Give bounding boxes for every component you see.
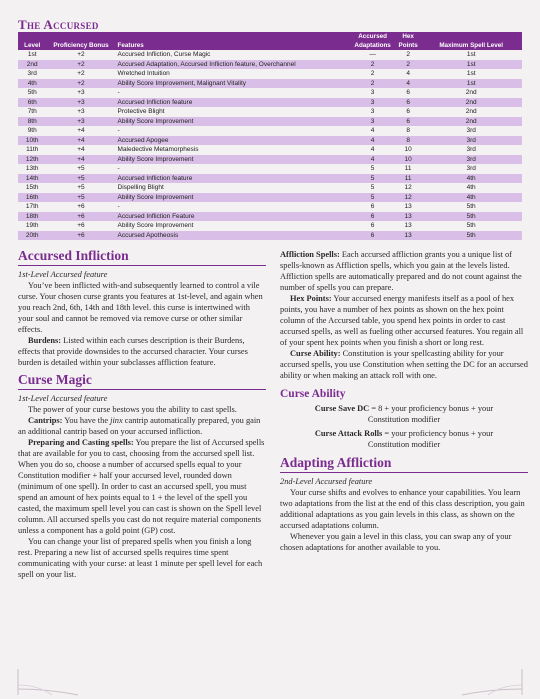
infliction-sublabel: 1st-Level Accursed feature [18, 270, 108, 279]
adapting-paragraph-2: Whenever you gain a level in this class, you can swap any of your chosen adaptations for another available to you. [280, 532, 512, 552]
cell-max-spell-level: 2nd [465, 117, 477, 125]
cell-proficiency: +6 [77, 231, 85, 239]
cell-adaptations: 6 [370, 212, 375, 220]
table-row [18, 136, 522, 146]
cell-features: Accursed Apotheosis [117, 231, 179, 239]
infliction-paragraph: You’ve been inflicted with-and subsequently learned to control a vile curse. Your chosen curse grants you features at 1st-level, and again when you reach 2nd, 6th, 14th and 18th level. this curse is intertwined with your soul and cannot be removed via remove curse or other similar effects. [18, 281, 263, 334]
cell-max-spell-level: 3rd [466, 165, 476, 172]
table-row [18, 79, 522, 89]
hex-points-paragraph [280, 293, 528, 348]
cell-proficiency: +5 [77, 193, 85, 201]
table-row [18, 231, 522, 241]
cell-max-spell-level: 3rd [466, 136, 476, 144]
cell-proficiency: +5 [77, 184, 85, 191]
cell-max-spell-level: 5th [466, 212, 476, 220]
cell-features: Accursed Infliction Feature [117, 212, 195, 220]
cell-proficiency: +3 [77, 117, 85, 125]
class-table [18, 32, 522, 240]
cantrips-text-a: You have the [62, 416, 111, 425]
curse-ability-label: Curse Ability: [290, 349, 341, 358]
cell-hex-points: 4 [406, 70, 410, 77]
cell-features: Ability Score Improvement [117, 117, 194, 125]
table-row [18, 126, 522, 136]
cell-level: 2nd [26, 60, 38, 68]
cell-max-spell-level: 2nd [465, 89, 477, 96]
table-row [18, 174, 522, 184]
cell-level: 14th [25, 174, 39, 182]
cell-hex-points: 10 [404, 155, 412, 163]
cell-hex-points: 6 [406, 98, 410, 106]
preparing-label: Preparing and Casting spells: [28, 438, 134, 447]
cell-proficiency: +3 [77, 98, 85, 106]
cell-hex-points: 6 [406, 117, 410, 125]
cell-adaptations: 4 [370, 136, 375, 144]
header-proficiency: Proficiency Bonus [53, 42, 109, 49]
cell-hex-points: 12 [404, 184, 412, 191]
header-hex-points [396, 32, 420, 50]
cell-level: 20th [25, 231, 39, 239]
cell-adaptations: 4 [370, 155, 375, 163]
cell-features: Wretched Intuition [117, 70, 170, 77]
cell-max-spell-level: 4th [466, 174, 476, 182]
cell-proficiency: +3 [77, 89, 85, 96]
cell-max-spell-level: 1st [466, 60, 476, 68]
table-row [18, 193, 522, 203]
cell-hex-points: 8 [406, 136, 410, 144]
footer-ornament-right-icon [452, 667, 532, 697]
cell-features: Accursed Adaptation, Accursed Infliction feature, Overchannel [117, 60, 296, 68]
cell-max-spell-level: 4th [466, 193, 476, 201]
cell-hex-points: 11 [404, 174, 412, 182]
table-row [18, 117, 522, 127]
header-max-spell-level: Maximum Spell Level [439, 42, 504, 49]
attack-roll-formula [280, 428, 528, 450]
header-adaptations-top: Accursed [358, 33, 387, 40]
curse-ability-text: Constitution is your spellcasting ability for your accursed spells, you use Constitution when setting the DC for an accursed ability or when making an attack roll with one. [280, 349, 528, 380]
cell-hex-points: 13 [404, 222, 412, 229]
table-row [18, 145, 522, 155]
curse-magic-intro: The power of your curse bestows you the ability to cast spells. [28, 405, 237, 414]
cell-adaptations: 2 [370, 60, 375, 68]
heading-curse-magic: Curse Magic [18, 372, 266, 390]
header-hex-top: Hex [402, 33, 414, 40]
cell-adaptations: 5 [370, 165, 375, 172]
cell-max-spell-level: 2nd [465, 108, 477, 115]
table-row [18, 50, 522, 60]
cell-level: 3rd [27, 70, 37, 77]
preparing-text: You prepare the list of Accursed spells that are available for you to cast, choosing from the accursed spell list. When you do so, choose a number of accursed spells equal to your Constitution modifier + half your accursed level, rounded down (minimum of one spell). In order to cast an accursed spell, you must spend an amount of hex points equal to 1 + the level of the spell you casted, the maximum spell level you can cast is shown on the Spell level column. All accursed spells you cast do not require material components unless a component has a gold point (GP) cost. [18, 438, 265, 535]
header-features: Features [117, 42, 144, 49]
cell-max-spell-level: 3rd [466, 127, 476, 134]
cell-features: Accursed Infliction, Curse Magic [117, 51, 211, 58]
heading-accursed-infliction: Accursed Infliction [18, 248, 266, 266]
table-row [18, 98, 522, 108]
burdens-text: Listed within each curses description is their Burdens, effects that provide downsides to the accursed character. Your curses burden is detailed within your subclasses affliction feature. [18, 336, 248, 367]
table-title: The Accursed [18, 17, 99, 32]
preparing-paragraph [18, 437, 266, 536]
cell-features: - [117, 165, 120, 172]
cell-level: 16th [25, 193, 39, 201]
cell-adaptations: 3 [370, 108, 375, 115]
cell-adaptations: 2 [370, 70, 375, 77]
affliction-spells-paragraph [280, 249, 528, 293]
cell-level: 1st [27, 51, 37, 58]
table-body [18, 50, 522, 240]
cell-features: - [117, 89, 120, 96]
cell-proficiency: +2 [77, 70, 85, 77]
table-row [18, 202, 522, 212]
cell-max-spell-level: 4th [466, 184, 476, 191]
left-column [18, 248, 266, 580]
header-level: Level [24, 42, 41, 49]
cell-hex-points: 6 [406, 89, 410, 96]
cell-features: Protective Blight [117, 108, 165, 115]
cell-proficiency: +3 [77, 108, 85, 115]
hex-points-label: Hex Points: [290, 294, 332, 303]
table-row [18, 107, 522, 117]
cell-proficiency: +6 [77, 222, 85, 229]
cell-level: 11th [26, 146, 39, 153]
cell-max-spell-level: 5th [466, 231, 476, 239]
cell-features: Accursed Infliction feature [117, 174, 193, 182]
curse-magic-sublabel: 1st-Level Accursed feature [18, 394, 108, 403]
cell-level: 5th [27, 89, 37, 96]
burdens-label: Burdens: [28, 336, 62, 345]
table-row [18, 183, 522, 193]
cell-max-spell-level: 5th [466, 222, 476, 229]
table-row [18, 155, 522, 165]
jinx-spell-name: jinx [110, 416, 123, 425]
cell-hex-points: 6 [406, 108, 410, 115]
cell-adaptations: 3 [370, 89, 375, 96]
header-adaptations [349, 32, 396, 50]
cell-hex-points: 13 [404, 231, 412, 239]
cell-max-spell-level: 5th [466, 203, 476, 210]
cell-max-spell-level: 1st [466, 51, 476, 58]
cell-hex-points: 4 [406, 79, 410, 87]
cell-level: 15th [25, 184, 39, 191]
save-dc-text: = 8 + your proficiency bonus + your Constitution modifier [367, 404, 494, 424]
cell-hex-points: 8 [406, 127, 410, 134]
cell-level: 17th [25, 203, 39, 210]
table-row [18, 69, 522, 79]
cell-proficiency: +4 [77, 127, 85, 134]
cell-level: 6th [27, 98, 37, 106]
cell-features: Dispelling Blight [117, 184, 164, 191]
cell-level: 7th [27, 108, 37, 115]
cell-adaptations: 5 [370, 174, 375, 182]
curse-ability-paragraph [280, 348, 528, 381]
cell-level: 10th [25, 136, 39, 144]
cell-level: 18th [25, 212, 39, 220]
cell-hex-points: 13 [404, 212, 412, 220]
cell-proficiency: +4 [77, 146, 85, 153]
cell-level: 4th [27, 79, 37, 87]
attack-roll-label: Curse Attack Rolls [314, 429, 383, 438]
cell-adaptations: 2 [370, 79, 375, 87]
table-row [18, 212, 522, 222]
affliction-spells-text: Each accursed affliction grants you a unique list of spells-known as Affliction spells, which you gain at the levels listed. Affliction spells are automatically prepared and do not count against the number of spells you can prepare. [280, 250, 522, 292]
cell-adaptations: 4 [370, 146, 375, 153]
cantrips-text-b: cantrip automatically prepared, you gain an additional cantrip based on your accursed infliction. [18, 416, 261, 436]
cell-adaptations: 6 [370, 222, 375, 229]
table-row [18, 88, 522, 98]
cell-level: 19th [25, 222, 39, 229]
change-spells-paragraph: You can change your list of prepared spells when you finish a long rest. Preparing a new list of accursed spells requires time spent communicating with your curse: at least 1 minute per spell level for each spell on your list. [18, 537, 263, 579]
save-dc-label: Curse Save DC [314, 404, 370, 413]
cell-level: 8th [27, 117, 37, 125]
cell-adaptations: 6 [370, 231, 375, 239]
cell-proficiency: +2 [77, 79, 85, 87]
cell-proficiency: +5 [77, 165, 85, 172]
adapting-sublabel: 2nd-Level Accursed feature [280, 477, 373, 486]
cell-features: Maledective Metamorphesis [117, 146, 199, 153]
table-row [18, 221, 522, 231]
heading-adapting-affliction: Adapting Affliction [280, 455, 528, 473]
cell-hex-points: 2 [406, 51, 410, 58]
heading-curse-ability: Curse Ability [280, 388, 346, 400]
footer-ornament-left-icon [8, 667, 88, 697]
cell-features: Ability Score Improvement [117, 193, 194, 201]
adapting-paragraph-1: Your curse shifts and evolves to enhance your capabilities. You learn two adaptations from the list at the end of this class description, you gain additional adaptations as you gain levels in this class, as shown on the accursed adaptations column. [280, 488, 525, 530]
cell-hex-points: 12 [404, 193, 412, 201]
cell-level: 13th [25, 165, 39, 172]
hex-points-text: Your accursed energy manifests itself as a pool of hex points, you have a number of hex points as shown on the hex point column of the Accursed table, you spend hex points in order to cast accursed spells, as well as fueling other accursed features. You regain all of your spent hex points when you finish a short or long rest. [280, 294, 524, 347]
cell-features: - [117, 203, 120, 210]
cell-adaptations: 5 [370, 193, 375, 201]
cell-level: 9th [27, 127, 37, 134]
header-adaptations-bottom: Adaptations [354, 42, 391, 49]
table-header-row [18, 32, 522, 50]
cell-hex-points: 13 [404, 203, 412, 210]
cell-proficiency: +6 [77, 212, 85, 220]
cell-hex-points: 10 [404, 146, 412, 153]
cell-max-spell-level: 1st [466, 79, 476, 87]
cell-proficiency: +4 [77, 155, 85, 163]
cell-features: Ability Score Improvement [117, 222, 194, 229]
cell-features: Accursed Apogee [117, 136, 169, 144]
right-column [280, 249, 528, 553]
cell-max-spell-level: 3rd [466, 155, 476, 163]
cell-proficiency: +2 [77, 51, 85, 58]
cell-adaptations: 6 [370, 203, 375, 210]
cell-adaptations: 5 [370, 184, 375, 191]
cell-max-spell-level: 1st [466, 70, 476, 77]
cell-hex-points: 2 [406, 60, 410, 68]
cell-adaptations: — [369, 51, 376, 58]
attack-roll-text: = your proficiency bonus + your Constitution modifier [367, 429, 494, 449]
cell-max-spell-level: 3rd [466, 146, 476, 153]
affliction-spells-label: Affliction Spells: [280, 250, 340, 259]
cell-adaptations: 4 [370, 127, 375, 134]
cell-level: 12th [25, 155, 39, 163]
cell-features: Accursed Infliction feature [117, 98, 193, 106]
cell-adaptations: 3 [370, 117, 375, 125]
cell-features: Ability Score Improvement [117, 155, 194, 163]
burdens-paragraph [18, 335, 266, 368]
header-hex-bottom: Points [398, 42, 418, 49]
cantrips-label: Cantrips: [28, 416, 63, 425]
table-row [18, 164, 522, 174]
cell-features: - [117, 127, 120, 134]
table-row [18, 60, 522, 70]
save-dc-formula [280, 403, 528, 425]
cell-adaptations: 3 [370, 98, 375, 106]
cell-proficiency: +5 [77, 174, 85, 182]
cell-proficiency: +4 [77, 136, 85, 144]
cantrips-paragraph [18, 415, 266, 437]
cell-features: Ability Score Improvement, Malignant Vitality [117, 79, 247, 87]
cell-proficiency: +6 [77, 203, 85, 210]
cell-max-spell-level: 2nd [465, 98, 477, 106]
cell-hex-points: 11 [404, 165, 412, 172]
cell-proficiency: +2 [77, 60, 85, 68]
